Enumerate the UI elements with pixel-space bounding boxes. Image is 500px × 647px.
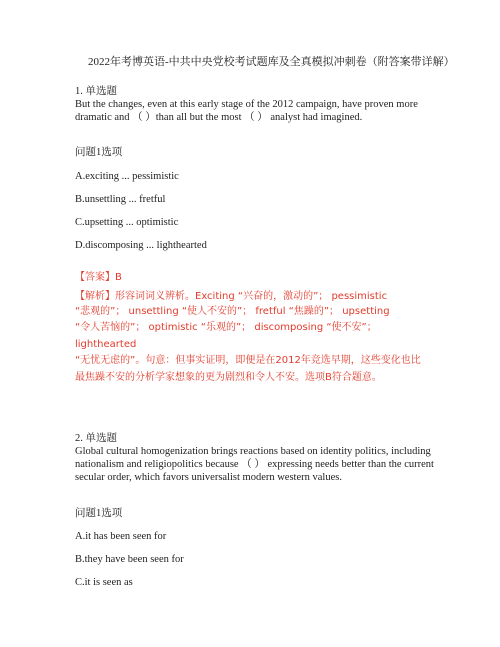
question-1-analysis-line: 最焦躁不安的分析学家想象的更为剧烈和令人不安。选项B符合题意。 (75, 372, 382, 383)
question-1-options-header: 问题1选项 (75, 147, 123, 158)
question-1-analysis-line: “悲观的”； unsettling “使人不安的”； fretful “焦躁的”； upsetting (75, 306, 390, 317)
question-1-option-d: D.discomposing ... lighthearted (75, 240, 207, 251)
question-2-stem-line: Global cultural homogenization brings reactions based on identity politics, including (75, 446, 431, 457)
question-2-option-a: A.it has been seen for (75, 531, 167, 542)
question-1-stem-line: But the changes, even at this early stage of the 2012 campaign, have proven more (75, 99, 418, 110)
question-1-analysis-line: “无忧无虑的”。句意：但事实证明，即便是在2012年竞选早期，这些变化也比 (75, 355, 421, 366)
question-2-number: 2. 单选题 (75, 433, 117, 444)
question-1-option-c: C.upsetting ... optimistic (75, 217, 179, 228)
question-2-option-b: B.they have been seen for (75, 554, 184, 565)
question-1-stem-line: dramatic and （ ）than all but the most （ ） analyst had imagined. (75, 112, 363, 123)
question-2-options-header: 问题1选项 (75, 508, 123, 519)
question-1-answer: 【答案】B (75, 272, 122, 283)
question-2-stem-line: nationalism and religiopolitics because （ ） expressing needs better than the current (75, 459, 434, 470)
question-1-number: 1. 单选题 (75, 86, 117, 97)
question-1-analysis-line: “令人苦恼的”； optimistic “乐观的”； discomposing “使不安”； (75, 322, 377, 333)
question-1-analysis-line: 【解析】形容词词义辨析。Exciting “兴奋的，激动的”； pessimistic (75, 291, 388, 302)
document-title: 2022年考博英语-中共中央党校考试题库及全真模拟冲刺卷（附答案带详解） (88, 56, 455, 68)
question-2-stem-line: secular order, which favors universalist modern western values. (75, 472, 342, 483)
question-1-option-b: B.unsettling ... fretful (75, 194, 166, 205)
question-1-analysis-line: lighthearted (75, 339, 137, 350)
question-2-option-c: C.it is seen as (75, 577, 133, 588)
question-1-option-a: A.exciting ... pessimistic (75, 171, 179, 182)
